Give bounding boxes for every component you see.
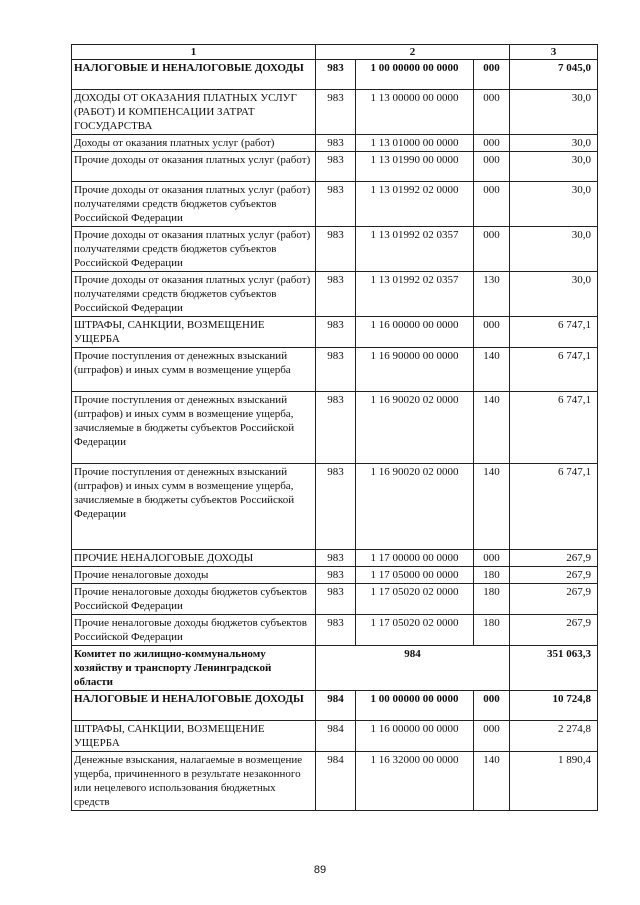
row-budget-code: 1 13 01992 02 0357 (356, 227, 474, 272)
row-amount: 267,9 (510, 584, 598, 615)
table-row (72, 584, 598, 615)
row-admin-code: 983 (316, 348, 356, 392)
row-name: Прочие неналоговые доходы бюджетов субъектов Российской Федерации (72, 584, 316, 615)
table-row (72, 348, 598, 392)
row-admin-code: 983 (316, 392, 356, 464)
row-amount: 30,0 (510, 135, 598, 152)
row-budget-code: 1 16 00000 00 0000 (356, 317, 474, 348)
page-number: 89 (313, 864, 327, 876)
row-amount: 30,0 (510, 152, 598, 182)
table-row (72, 567, 598, 584)
row-name: Прочие поступления от денежных взысканий (штрафов) и иных сумм в возмещение ущерба (72, 348, 316, 392)
table-row (72, 646, 598, 691)
revenue-table (71, 44, 598, 811)
row-budget-code: 1 17 05020 02 0000 (356, 584, 474, 615)
row-amount: 6 747,1 (510, 464, 598, 550)
row-admin-code: 983 (316, 60, 356, 90)
row-income-type: 180 (474, 615, 510, 646)
row-admin-code: 983 (316, 272, 356, 317)
header-col-3: 3 (510, 45, 598, 60)
row-name: Доходы от оказания платных услуг (работ) (72, 135, 316, 152)
row-amount: 2 274,8 (510, 721, 598, 752)
table-row (72, 615, 598, 646)
row-budget-code: 1 16 32000 00 0000 (356, 752, 474, 811)
row-budget-code: 1 17 05000 00 0000 (356, 567, 474, 584)
row-amount: 267,9 (510, 615, 598, 646)
row-income-type: 000 (474, 550, 510, 567)
row-admin-code: 983 (316, 615, 356, 646)
row-amount: 30,0 (510, 182, 598, 227)
row-admin-code: 983 (316, 182, 356, 227)
row-name: ПРОЧИЕ НЕНАЛОГОВЫЕ ДОХОДЫ (72, 550, 316, 567)
table-row (72, 90, 598, 135)
row-budget-code: 1 13 01992 02 0000 (356, 182, 474, 227)
table-row (72, 550, 598, 567)
table-row (72, 152, 598, 182)
row-name: Прочие доходы от оказания платных услуг (работ) получателями средств бюджетов субъектов Российской Федерации (72, 182, 316, 227)
row-admin-code: 984 (316, 752, 356, 811)
row-amount: 7 045,0 (510, 60, 598, 90)
row-admin-code: 983 (316, 227, 356, 272)
row-admin-code: 983 (316, 152, 356, 182)
row-income-type: 000 (474, 152, 510, 182)
row-income-type: 000 (474, 135, 510, 152)
table-row (72, 721, 598, 752)
row-name: Прочие поступления от денежных взысканий (штрафов) и иных сумм в возмещение ущерба, зачисляемые в бюджеты субъектов Российской Федерации (72, 464, 316, 550)
row-name: ШТРАФЫ, САНКЦИИ, ВОЗМЕЩЕНИЕ УЩЕРБА (72, 721, 316, 752)
row-budget-code: 1 16 00000 00 0000 (356, 721, 474, 752)
row-amount: 30,0 (510, 227, 598, 272)
table-body (72, 45, 598, 811)
row-income-type: 000 (474, 317, 510, 348)
row-amount: 351 063,3 (510, 646, 598, 691)
row-income-type: 000 (474, 60, 510, 90)
row-name: Комитет по жилищно-коммунальному хозяйству и транспорту Ленинградской области (72, 646, 316, 691)
row-income-type: 140 (474, 348, 510, 392)
row-income-type: 000 (474, 182, 510, 227)
row-name: Прочие неналоговые доходы бюджетов субъектов Российской Федерации (72, 615, 316, 646)
row-name: Прочие доходы от оказания платных услуг (работ) получателями средств бюджетов субъектов Российской Федерации (72, 227, 316, 272)
row-amount: 267,9 (510, 567, 598, 584)
row-budget-code: 1 00 00000 00 0000 (356, 60, 474, 90)
row-amount: 6 747,1 (510, 392, 598, 464)
table-header-row (72, 45, 598, 60)
row-admin-code: 984 (316, 721, 356, 752)
row-name: Денежные взыскания, налагаемые в возмещение ущерба, причиненного в результате незаконного или нецелевого использования бюджетных средств (72, 752, 316, 811)
table-row (72, 392, 598, 464)
row-budget-code: 1 17 00000 00 0000 (356, 550, 474, 567)
table-row (72, 182, 598, 227)
row-budget-code: 1 13 01990 00 0000 (356, 152, 474, 182)
row-admin-merged: 984 (316, 646, 510, 691)
row-budget-code: 1 13 00000 00 0000 (356, 90, 474, 135)
row-name: Прочие доходы от оказания платных услуг (работ) (72, 152, 316, 182)
row-income-type: 130 (474, 272, 510, 317)
row-budget-code: 1 16 90020 02 0000 (356, 464, 474, 550)
row-budget-code: 1 00 00000 00 0000 (356, 691, 474, 721)
row-budget-code: 1 13 01992 02 0357 (356, 272, 474, 317)
row-admin-code: 983 (316, 567, 356, 584)
row-admin-code: 983 (316, 550, 356, 567)
row-admin-code: 983 (316, 135, 356, 152)
header-col-1: 1 (72, 45, 316, 60)
row-income-type: 000 (474, 227, 510, 272)
row-amount: 10 724,8 (510, 691, 598, 721)
row-income-type: 140 (474, 392, 510, 464)
row-income-type: 000 (474, 721, 510, 752)
row-income-type: 140 (474, 752, 510, 811)
table-row (72, 691, 598, 721)
row-amount: 6 747,1 (510, 317, 598, 348)
row-admin-code: 983 (316, 584, 356, 615)
row-budget-code: 1 16 90020 02 0000 (356, 392, 474, 464)
table-row (72, 272, 598, 317)
table-row (72, 60, 598, 90)
row-income-type: 000 (474, 691, 510, 721)
row-name: НАЛОГОВЫЕ И НЕНАЛОГОВЫЕ ДОХОДЫ (72, 691, 316, 721)
row-income-type: 180 (474, 584, 510, 615)
row-amount: 6 747,1 (510, 348, 598, 392)
row-income-type: 140 (474, 464, 510, 550)
header-col-2: 2 (316, 45, 510, 60)
row-name: ШТРАФЫ, САНКЦИИ, ВОЗМЕЩЕНИЕ УЩЕРБА (72, 317, 316, 348)
table-row (72, 135, 598, 152)
row-name: Прочие доходы от оказания платных услуг (работ) получателями средств бюджетов субъектов Российской Федерации (72, 272, 316, 317)
row-amount: 30,0 (510, 272, 598, 317)
row-amount: 267,9 (510, 550, 598, 567)
row-name: НАЛОГОВЫЕ И НЕНАЛОГОВЫЕ ДОХОДЫ (72, 60, 316, 90)
row-name: Прочие неналоговые доходы (72, 567, 316, 584)
row-name: ДОХОДЫ ОТ ОКАЗАНИЯ ПЛАТНЫХ УСЛУГ (РАБОТ) И КОМПЕНСАЦИИ ЗАТРАТ ГОСУДАРСТВА (72, 90, 316, 135)
row-income-type: 180 (474, 567, 510, 584)
row-budget-code: 1 17 05020 02 0000 (356, 615, 474, 646)
table-row (72, 227, 598, 272)
table-row (72, 752, 598, 811)
row-name: Прочие поступления от денежных взысканий (штрафов) и иных сумм в возмещение ущерба, зачисляемые в бюджеты субъектов Российской Федерации (72, 392, 316, 464)
row-income-type: 000 (474, 90, 510, 135)
row-admin-code: 984 (316, 691, 356, 721)
table-row (72, 464, 598, 550)
row-budget-code: 1 13 01000 00 0000 (356, 135, 474, 152)
row-admin-code: 983 (316, 464, 356, 550)
row-admin-code: 983 (316, 317, 356, 348)
row-amount: 1 890,4 (510, 752, 598, 811)
row-amount: 30,0 (510, 90, 598, 135)
table-row (72, 317, 598, 348)
row-admin-code: 983 (316, 90, 356, 135)
row-budget-code: 1 16 90000 00 0000 (356, 348, 474, 392)
